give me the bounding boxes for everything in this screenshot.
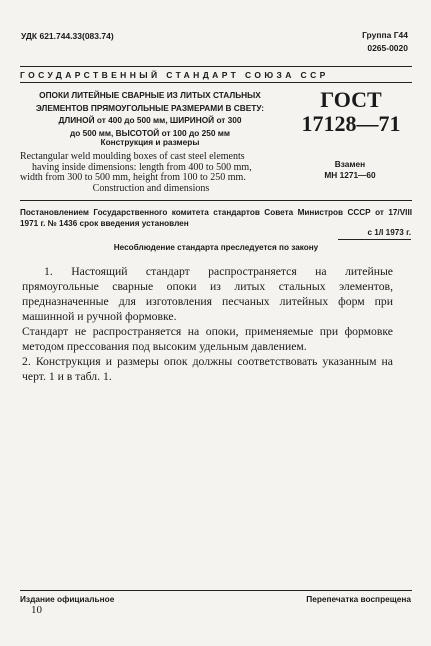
- english-title-line: width from 300 to 500 mm, height from 100 to 250 mm.: [20, 172, 246, 184]
- title-line: ОПОКИ ЛИТЕЙНЫЕ СВАРНЫЕ ИЗ ЛИТЫХ СТАЛЬНЫХ: [39, 90, 261, 100]
- section-rule: [20, 200, 412, 201]
- group-block: [362, 29, 408, 55]
- standard-banner: ГОСУДАРСТВЕННЫЙ СТАНДАРТ СОЮЗА ССР: [20, 70, 329, 80]
- english-title-line: Construction and dimensions: [92, 182, 210, 194]
- classification-code: 0265-0020: [367, 43, 408, 53]
- edition-note: Издание официальное: [20, 594, 115, 604]
- document-subtitle: Конструкция и размеры: [100, 137, 200, 147]
- title-line: до 500 мм, ВЫСОТОЙ от 100 до 250 мм: [69, 127, 231, 138]
- document-title: [20, 89, 280, 139]
- paragraph: 1. Настоящий стандарт распространяется на литейные прямоугольные сварные опоки из литых стальных элементов, предназначенные для изготовления песчаных литейных форм при машинной и ручной формовке.: [22, 265, 393, 323]
- english-title: [20, 152, 282, 194]
- udk-code: УДК 621.744.33(083.74): [21, 31, 114, 41]
- gost-number: 17128—71: [301, 111, 401, 136]
- paragraph: Стандарт не распространяется на опоки, применяемые при формовке методом прессования под высоким удельным давлением.: [22, 325, 393, 353]
- title-line: ДЛИНОЙ от 400 до 500 мм, ШИРИНОЙ от 300: [58, 115, 242, 125]
- title-line: ЭЛЕМЕНТОВ ПРЯМОУГОЛЬНЫЕ РАЗМЕРАМИ В СВЕТУ:: [35, 102, 265, 113]
- effective-underline: [338, 239, 411, 240]
- decree-text: Постановлением Государственного комитета стандартов Совета Министров СССР от 17/VIII 1971 г. № 1436 срок введения установлен: [20, 208, 412, 228]
- gost-label: ГОСТ: [320, 87, 382, 112]
- page-number: 10: [31, 604, 42, 616]
- banner-rule: [20, 82, 412, 83]
- replacement-value: МН 1271—60: [324, 170, 376, 180]
- gost-designation: [290, 88, 412, 136]
- reprint-note: Перепечатка воспрещена: [306, 594, 411, 604]
- replacement-label: Взамен: [334, 159, 366, 169]
- group-label: Группа Г44: [362, 30, 408, 40]
- paragraph: 2. Конструкция и размеры опок должны соответствовать указанным на черт. 1 и в табл. 1.: [22, 355, 393, 383]
- replacement-note: [300, 159, 400, 181]
- footer-rule: [20, 590, 412, 591]
- body-text: [22, 264, 393, 384]
- english-title-line: having inside dimensions: length from 400 to 500 mm,: [32, 161, 252, 173]
- effective-date: с 1/I 1973 г.: [367, 228, 411, 237]
- top-rule: [20, 66, 412, 67]
- english-title-line: Rectangular weld moulding boxes of cast steel elements: [20, 151, 245, 162]
- liability-notice: Несоблюдение стандарта преследуется по закону: [113, 243, 319, 252]
